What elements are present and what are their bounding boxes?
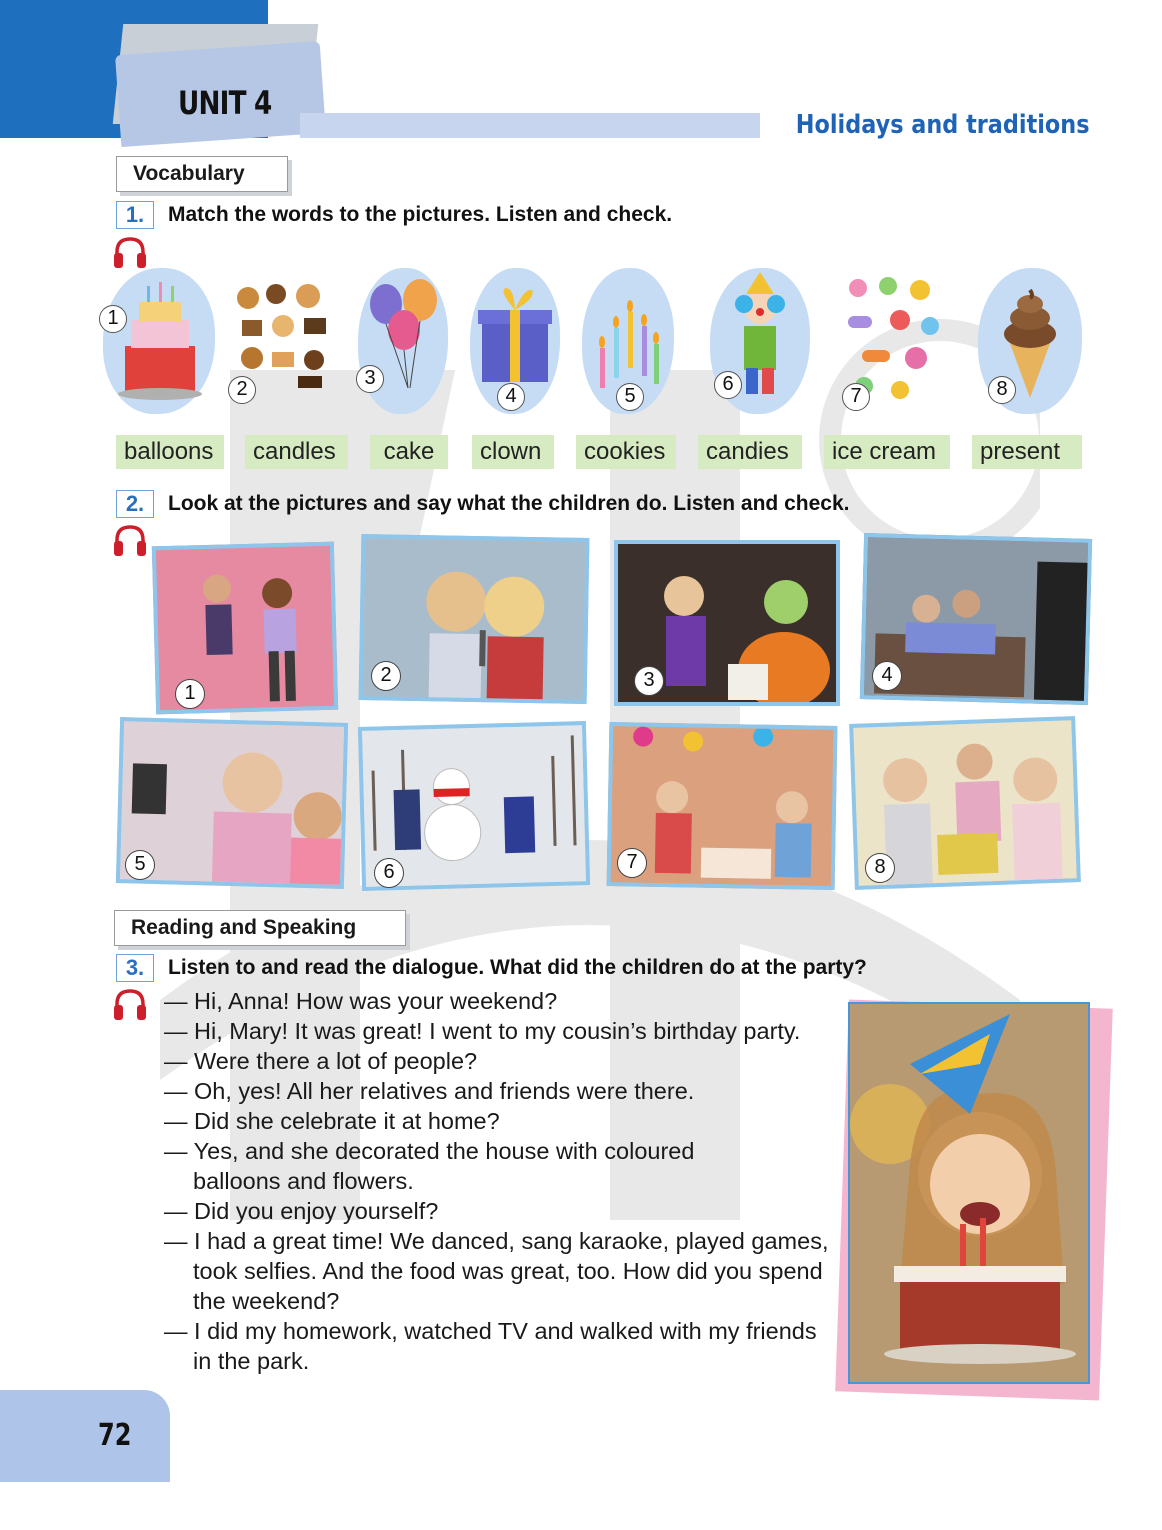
task-1-instruction: Match the words to the pictures. Listen and check.	[168, 203, 673, 226]
photo-number-5: 5	[125, 850, 155, 880]
dialogue-line: — Did you enjoy yourself?	[164, 1198, 439, 1224]
headphones-icon[interactable]	[112, 524, 148, 558]
dialogue-line: — I did my homework, watched TV and walked with my friends in the park.	[164, 1318, 817, 1374]
dialogue-line: — Yes, and she decorated the house with coloured balloons and flowers.	[164, 1138, 695, 1194]
photo-number-2: 2	[371, 661, 401, 691]
task-3-instruction: Listen to and read the dialogue. What did the children do at the party?	[168, 956, 867, 979]
picture-number-7: 7	[842, 383, 870, 411]
dialogue	[164, 986, 844, 1376]
word-chip-candies[interactable]: candies	[698, 435, 802, 469]
dialogue-line: — Did she celebrate it at home?	[164, 1108, 500, 1134]
section-title: Holidays and traditions	[796, 110, 1090, 140]
dialogue-line: — Oh, yes! All her relatives and friends were there.	[164, 1078, 695, 1104]
word-chip-cookies[interactable]: cookies	[576, 435, 676, 469]
picture-number-2: 2	[228, 376, 256, 404]
dialogue-line: — I had a great time! We danced, sang karaoke, played games, took selfies. And the food was great, too. How did you spend the weekend?	[164, 1228, 829, 1314]
photo-number-3: 3	[634, 666, 664, 696]
photo-birthday-girl	[848, 1002, 1090, 1384]
word-chip-cake[interactable]: cake	[370, 435, 448, 469]
picture-number-5: 5	[616, 383, 644, 411]
photo-number-8: 8	[865, 853, 895, 883]
dialogue-line: — Hi, Mary! It was great! I went to my cousin’s birthday party.	[164, 1018, 801, 1044]
page-number-tab	[0, 1390, 170, 1482]
word-chip-present[interactable]: present	[972, 435, 1082, 469]
task-2	[116, 489, 849, 519]
picture-number-4: 4	[497, 383, 525, 411]
task-2-number: 2.	[116, 490, 154, 518]
dialogue-line: — Were there a lot of people?	[164, 1048, 478, 1074]
word-chip-balloons[interactable]: balloons	[116, 435, 224, 469]
task-3-number: 3.	[116, 954, 154, 982]
page-number: 72	[98, 1418, 132, 1453]
task-1-number: 1.	[116, 201, 154, 229]
headphones-icon[interactable]	[112, 988, 148, 1022]
word-chip-ice-cream[interactable]: ice cream	[824, 435, 950, 469]
headphones-icon[interactable]	[112, 236, 148, 270]
header-strip	[300, 113, 760, 138]
task-1	[116, 200, 672, 230]
reading-heading: Reading and Speaking	[114, 910, 406, 946]
word-chip-clown[interactable]: clown	[472, 435, 554, 469]
word-chip-candles[interactable]: candles	[245, 435, 348, 469]
picture-number-6: 6	[714, 371, 742, 399]
picture-number-1: 1	[99, 305, 127, 333]
task-2-instruction: Look at the pictures and say what the children do. Listen and check.	[168, 492, 850, 515]
photo-number-7: 7	[617, 848, 647, 878]
photo-number-1: 1	[175, 679, 205, 709]
picture-number-8: 8	[988, 376, 1016, 404]
task-3	[116, 953, 867, 983]
photo-number-6: 6	[374, 858, 404, 888]
vocabulary-heading: Vocabulary	[116, 156, 288, 192]
dialogue-line: — Hi, Anna! How was your weekend?	[164, 988, 558, 1014]
photo-number-4: 4	[872, 661, 902, 691]
unit-title: UNIT 4	[178, 84, 272, 122]
picture-number-3: 3	[356, 365, 384, 393]
picture-cake	[103, 268, 215, 414]
